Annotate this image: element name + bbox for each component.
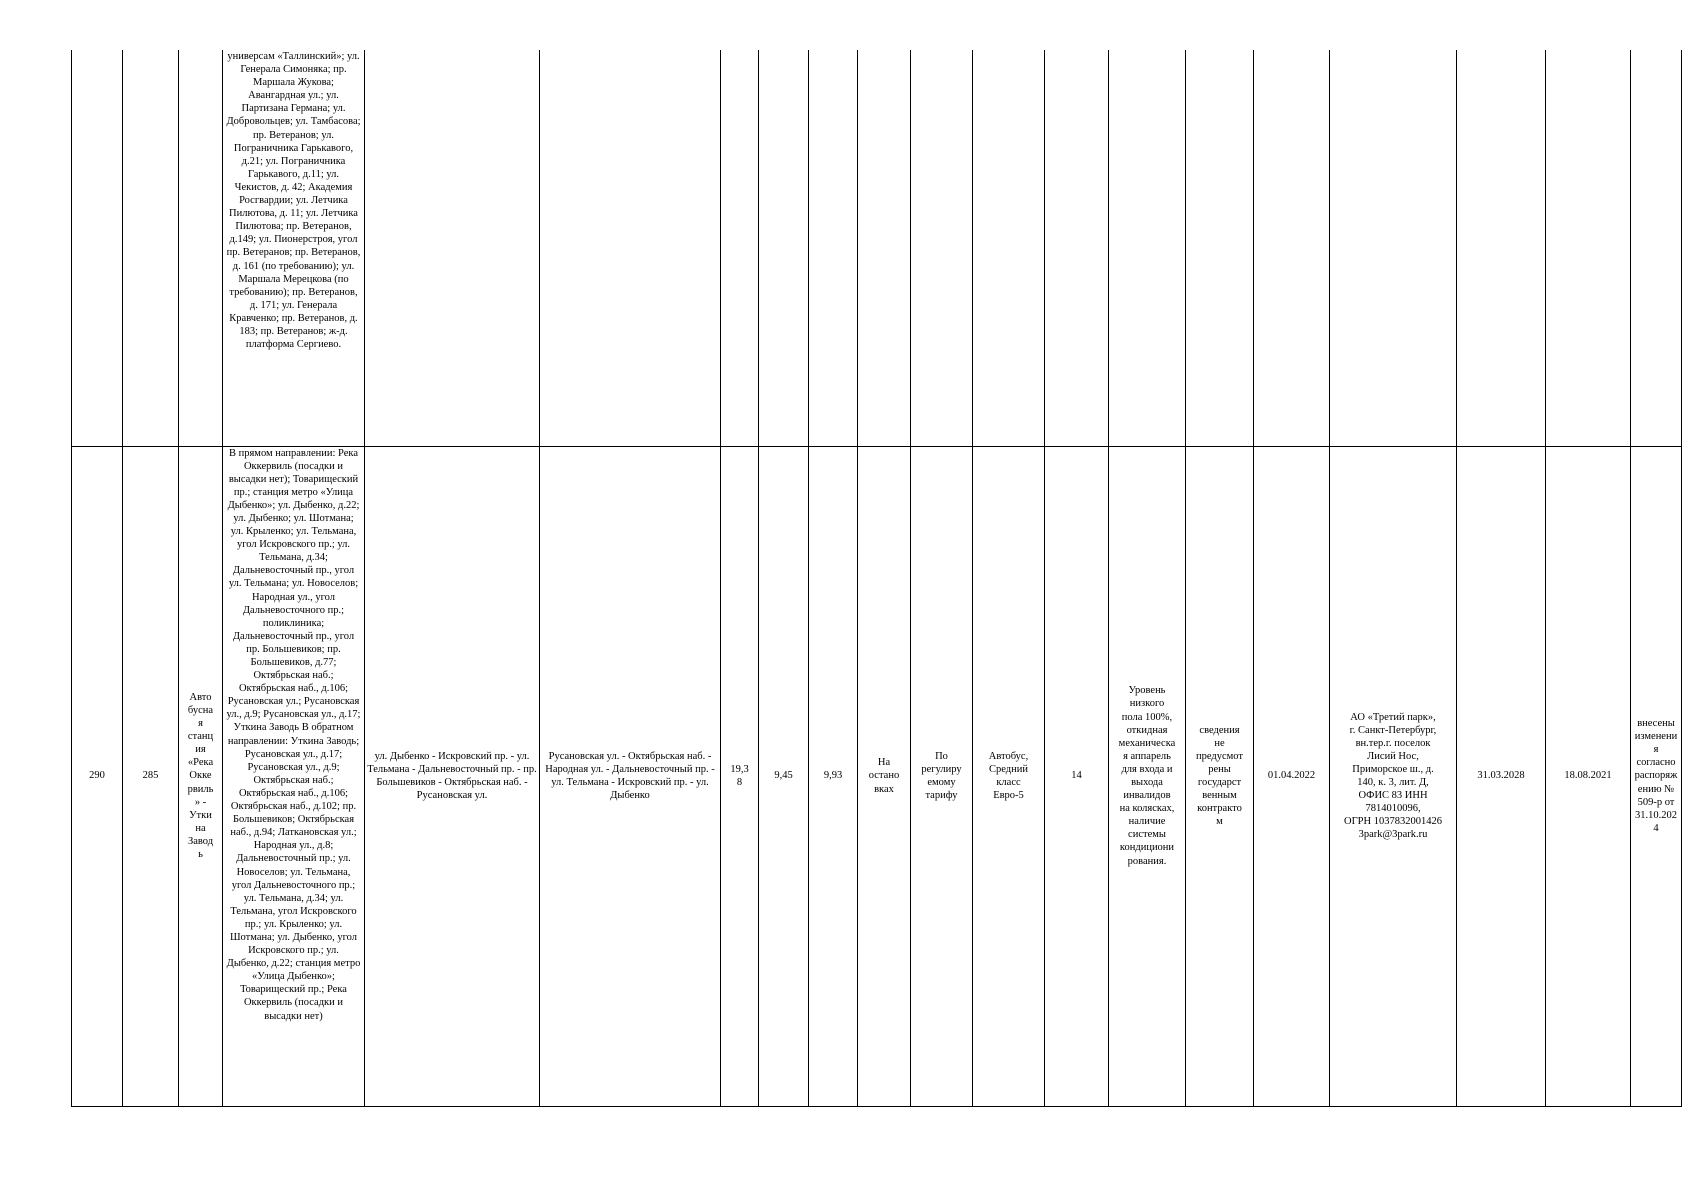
reg-no: 290 — [89, 770, 105, 782]
cell-carrier — [1330, 50, 1457, 446]
cell-reg-no — [72, 446, 123, 1106]
streets-forward: ул. Дыбенко - Искровский пр. - ул. Тельмана - Дальневосточный пр. - пр. Большевиков - Октябрьская наб. - Русановская ул. — [367, 750, 537, 802]
cell-decision-date — [1546, 50, 1631, 446]
end-date: 31.03.2028 — [1477, 770, 1525, 782]
length-backward: 9,93 — [823, 770, 843, 782]
stops-text: В прямом направлении: Река Оккервиль (посадки и высадки нет); Товарищеский пр.; станция метро «Улица Дыбенко»; ул. Дыбенко, д.22; ул. Дыбенко; ул. Шотмана; ул. Крыленко; ул. Тельмана, угол Искровского пр.; ул. Тельмана, д.34; Дальневосточный пр., угол ул. Тельмана; ул. Новоселов; Народная ул., угол Дальневосточного пр.; поликлиника; Дальневосточный пр., угол пр. Большевиков; пр. Большевиков, д.77; Октябрьская наб.; Октябрьская наб., д.106; Русановская ул.; Русановская ул., д.9; Русановская ул., д.17; Уткина Заводь В обратном направлении: Уткина Заводь; Русановская ул., д.17; Русановская ул., д.9; Октябрьская наб.; Октябрьская наб., д.106; Октябрьская наб., д.102; пр. Большевиков; Октябрьская наб., д.94; Латкановская ул.; Народная ул., д.8; Дальневосточный пр.; ул. Новоселов; ул. Тельмана, угол Дальневосточного пр.; ул. Тельмана, д.34; ул. Тельмана, угол Искровского пр.; ул. Крыленко; ул. Шотмана; ул. Дыбенко, угол Искровского пр.; ул. Дыбенко, д.22; станция метро «Улица Дыбенко»; Товарищеский пр.; Река Оккервиль (посадки и высадки нет) — [226, 447, 361, 1022]
cell-end-date — [1457, 50, 1546, 446]
cell-reg-no — [72, 50, 123, 446]
cell-vehicle — [973, 50, 1045, 446]
cell-streets-backward — [540, 446, 721, 1106]
cell-stops — [223, 50, 365, 446]
route-no: 285 — [142, 770, 159, 782]
cell-changes — [1631, 50, 1682, 446]
length-forward: 9,45 — [774, 770, 793, 782]
accessibility: Уровень низкого пола 100%, откидная механическа я аппарель для входа и выхода инвалидов на колясках, наличие системы кондициони рования. — [1118, 685, 1176, 867]
cell-streets-backward — [540, 50, 721, 446]
cell-route-name — [179, 50, 223, 446]
cell-vehicle-count — [1045, 50, 1109, 446]
cell-end-date — [1457, 446, 1546, 1106]
route-name: Авто бусна я станц ия «Река Окке рвиль » - Утки на Завод ь — [187, 691, 214, 861]
carrier: АО «Третий парк», г. Санкт-Петербург, вн.тер.г. поселок Лисий Нос, Приморское ш., д. 140, к. 3, лит. Д, ОФИС 83 ИНН 7814010096, ОГРН 1037832001426 3park@3park.ru — [1344, 711, 1442, 841]
cell-start-date — [1254, 446, 1330, 1106]
cell-contract — [1186, 446, 1254, 1106]
cell-streets-forward — [365, 446, 540, 1106]
tariff: По регулиру емому тарифу — [921, 750, 962, 802]
cell-length-total — [721, 446, 759, 1106]
start-date: 01.04.2022 — [1267, 770, 1316, 782]
cell-decision-date — [1546, 446, 1631, 1106]
cell-carrier — [1330, 446, 1457, 1106]
cell-route-no — [123, 446, 179, 1106]
changes: внесены изменени я согласно распоряж ению № 509-р от 31.10.202 4 — [1634, 718, 1678, 834]
cell-vehicle-count — [1045, 446, 1109, 1106]
cell-route-name — [179, 446, 223, 1106]
table-row — [72, 50, 1682, 446]
route-register-table — [71, 50, 1682, 1107]
cell-changes — [1631, 446, 1682, 1106]
cell-streets-forward — [365, 50, 540, 446]
cell-accessibility — [1109, 50, 1186, 446]
streets-backward: Русановская ул. - Октябрьская наб. - Народная ул. - Дальневосточный пр. - ул. Тельмана - Искровский пр. - ул. Дыбенко — [545, 750, 715, 802]
length-total: 19,3 8 — [730, 763, 749, 788]
cell-contract — [1186, 50, 1254, 446]
cell-length-backward — [809, 50, 858, 446]
cell-length-backward — [809, 446, 858, 1106]
cell-tariff — [911, 50, 973, 446]
cell-stop-order — [858, 446, 911, 1106]
cell-length-total — [721, 50, 759, 446]
cell-length-forward — [759, 446, 809, 1106]
vehicle: Автобус, Средний класс Евро-5 — [988, 750, 1029, 802]
cell-stop-order — [858, 50, 911, 446]
stops-text: универсам «Таллинский»; ул. Генерала Симоняка; пр. Маршала Жукова; Авангардная ул.; ул. Партизана Германа; ул. Добровольцев; ул. Тамбасова; пр. Ветеранов; ул. Пограничника Гарькавого, д.21; ул. Пограничника Гарькавого, д.11; ул. Чекистов, д. 42; Академия Росгвардии; ул. Летчика Пилютова, д. 11; ул. Летчика Пилютова; пр. Ветеранов, д.149; ул. Пионерстроя, угол пр. Ветеранов; пр. Ветеранов, д. 161 (по требованию); ул. Маршала Мерецкова (по требованию); пр. Ветеранов, д. 171; ул. Генерала Кравченко; пр. Ветеранов, д. 183; пр. Ветеранов; ж-д. платформа Сергиево. — [226, 51, 361, 351]
cell-tariff — [911, 446, 973, 1106]
contract: сведения не предусмот рены государст венным контракто м — [1196, 724, 1243, 828]
cell-vehicle — [973, 446, 1045, 1106]
cell-stops — [223, 446, 365, 1106]
decision-date: 18.08.2021 — [1564, 770, 1612, 782]
table-row — [72, 446, 1682, 1106]
cell-route-no — [123, 50, 179, 446]
cell-start-date — [1254, 50, 1330, 446]
stop-order: На остано вках — [868, 757, 900, 795]
vehicle-count: 14 — [1071, 770, 1082, 782]
cell-length-forward — [759, 50, 809, 446]
cell-accessibility — [1109, 446, 1186, 1106]
